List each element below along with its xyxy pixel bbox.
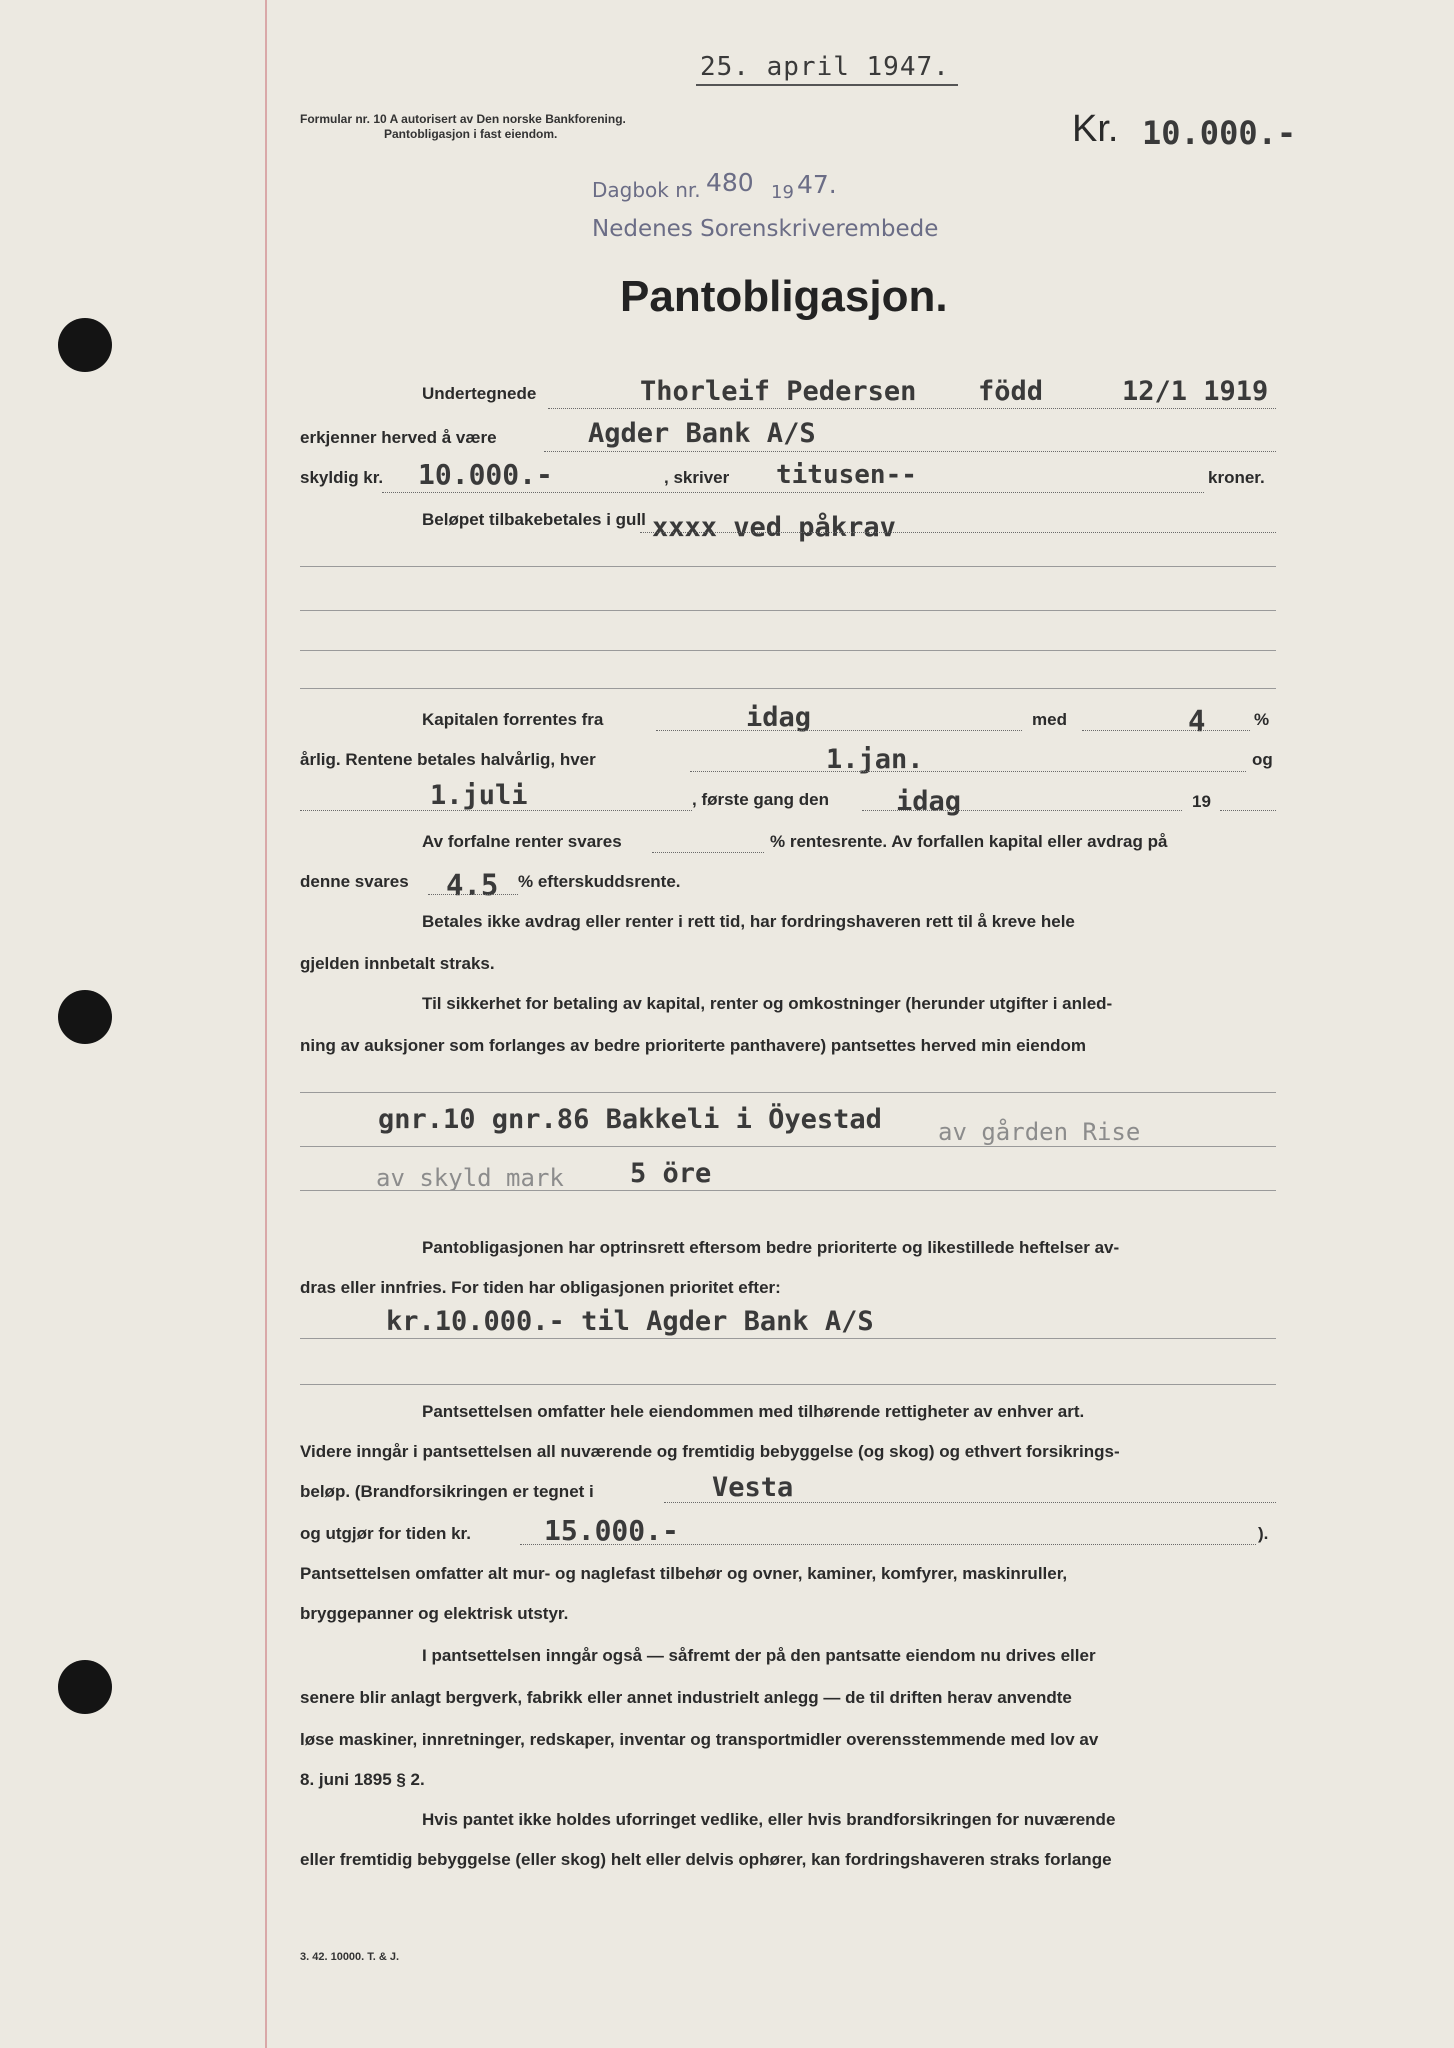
blank-line-1 <box>300 566 1276 567</box>
stamp-year-prefix: 19 <box>771 182 794 203</box>
line-rentesrente <box>652 852 764 853</box>
skriver-label: , skriver <box>664 468 730 487</box>
og-label: og <box>1252 750 1273 769</box>
late-interest-rate: 4.5 <box>446 868 499 902</box>
punch-hole-middle <box>58 990 112 1044</box>
hvis-line-2: eller fremtidig bebyggelse (eller skog) helt eller delvis ophører, kan fordringshaveren straks forlange <box>300 1850 1112 1869</box>
form-note-2: Pantobligasjon i fast eiendom. <box>384 127 558 141</box>
punch-hole-top <box>58 318 112 372</box>
optrinsrett-line-2: dras eller innfries. For tiden har obligasjonen prioritet efter: <box>300 1278 781 1297</box>
med-label: med <box>1032 710 1067 729</box>
utgjor-label: og utgjør for tiden kr. <box>300 1524 471 1543</box>
blank-line-4 <box>300 688 1276 689</box>
line-utgjor <box>520 1544 1256 1545</box>
line-year <box>1220 810 1276 811</box>
prior-encumbrance: kr.10.000.- til Agder Bank A/S <box>386 1306 874 1337</box>
interest-rate: 4 <box>1188 704 1206 738</box>
hvis-line-1: Hvis pantet ikke holdes uforringet vedlike, eller hvis brandforsikringen for nuværende <box>422 1810 1116 1829</box>
percent-sign: % <box>1254 710 1270 729</box>
amount-in-words: titusen-- <box>776 460 917 490</box>
undertegnede-label: Undertegnede <box>422 384 537 403</box>
born-label: född <box>978 376 1044 407</box>
property-line-2 <box>300 1190 1276 1191</box>
optrinsrett-line-1: Pantobligasjonen har optrinsrett eftersom bedre prioriterte og likestillede heftelser av- <box>422 1238 1120 1257</box>
forste-label: , første gang den <box>692 790 829 809</box>
prioritet-line-2 <box>300 1384 1276 1385</box>
prioritet-line-1 <box>300 1338 1276 1339</box>
etterskudd-label: % efterskuddsrente. <box>518 872 681 891</box>
interest-from: idag <box>746 702 812 733</box>
property-skyld-value: 5 öre <box>630 1158 712 1189</box>
line-insurer <box>664 1502 1276 1503</box>
skyldig-label: skyldig kr. <box>300 468 384 487</box>
belop-label: Beløpet tilbakebetales i gull <box>422 510 646 529</box>
betales-line-1: Betales ikke avdrag eller renter i rett tid, har fordringshaveren rett til å kreve hele <box>422 912 1075 931</box>
property-line-0 <box>300 1092 1276 1093</box>
property-farm: av gården Rise <box>938 1118 1141 1146</box>
tilbehor-line-2: bryggepanner og elektrisk utstyr. <box>300 1604 569 1623</box>
line-belop <box>640 532 1276 533</box>
kapital-label: Kapitalen forrentes fra <box>422 710 604 729</box>
punch-hole-bottom <box>58 1660 112 1714</box>
payment-date-2: 1.juli <box>430 780 528 811</box>
creditor-name: Agder Bank A/S <box>588 418 816 449</box>
amount-value: 10.000.- <box>1142 114 1297 152</box>
inngar-line-1: I pantsettelsen inngår også — såfremt der på den pantsatte eiendom nu drives eller <box>422 1646 1096 1665</box>
line-skyldig <box>382 492 1204 493</box>
line-kapital <box>656 730 1022 731</box>
stamp-dagbok-number: 480 <box>706 168 754 197</box>
line-undertegnede <box>548 408 1276 409</box>
property-line-1 <box>300 1146 1276 1147</box>
sikkerhet-line-1: Til sikkerhet for betaling av kapital, renter og omkostninger (herunder utgifter i anled- <box>422 994 1113 1013</box>
inngar-line-2: senere blir anlagt bergverk, fabrikk eller annet industrielt anlegg — de til driften herav anvendte <box>300 1688 1072 1707</box>
close-paren: ). <box>1258 1524 1269 1543</box>
forfalne-label: Av forfalne renter svares <box>422 832 622 851</box>
omfatter-line-1: Pantsettelsen omfatter hele eiendommen med tilhørende rettigheter av enhver art. <box>422 1402 1085 1421</box>
kroner-label: kroner. <box>1208 468 1265 487</box>
arlig-label: årlig. Rentene betales halvårlig, hver <box>300 750 596 769</box>
year-prefix-19: 19 <box>1192 792 1211 811</box>
omfatter-line-2: Videre inngår i pantsettelsen all nuværende og fremtidig bebyggelse (og skog) og ethvert forsikrings- <box>300 1442 1120 1461</box>
property-skyld-label: av skyld mark <box>376 1164 564 1192</box>
line-date2 <box>300 810 692 811</box>
tilbehor-line-1: Pantsettelsen omfatter alt mur- og naglefast tilbehør og ovner, kaminer, komfyrer, maskinruller, <box>300 1564 1068 1583</box>
erkjenner-label: erkjenner herved å være <box>300 428 497 447</box>
forfalne-continued: % rentesrente. Av forfallen kapital eller avdrag på <box>770 832 1168 851</box>
betales-line-2: gjelden innbetalt straks. <box>300 954 495 973</box>
stamp-dagbok-label: Dagbok nr. <box>592 178 701 202</box>
skyldig-amount: 10.000.- <box>418 458 553 491</box>
payment-date-1: 1.jan. <box>826 744 924 775</box>
inngar-line-3: løse maskiner, innretninger, redskaper, inventar og transportmidler overensstemmende med lov av <box>300 1730 1099 1749</box>
stamp-year: 47. <box>797 170 837 199</box>
line-date1 <box>690 771 1246 772</box>
amount-prefix: Kr. <box>1072 108 1119 150</box>
property-description: gnr.10 gnr.86 Bakkeli i Öyestad <box>378 1104 882 1135</box>
red-margin-rule <box>265 0 267 2048</box>
print-code: 3. 42. 10000. T. & J. <box>300 1951 400 1963</box>
form-note-1: Formular nr. 10 A autorisert av Den norske Bankforening. <box>300 112 626 126</box>
line-first <box>862 810 1182 811</box>
first-payment: idag <box>896 786 962 817</box>
birth-date: 12/1 1919 <box>1122 376 1269 407</box>
stamp-office: Nedenes Sorenskriverembede <box>592 216 939 242</box>
line-rate <box>1082 730 1250 731</box>
inngar-line-4: 8. juni 1895 § 2. <box>300 1770 425 1789</box>
omfatter-line-3: beløp. (Brandforsikringen er tegnet i <box>300 1482 594 1501</box>
date-underline <box>696 84 958 86</box>
insurance-company: Vesta <box>712 1472 794 1503</box>
blank-line-3 <box>300 650 1276 651</box>
blank-line-2 <box>300 610 1276 611</box>
document-date: 25. april 1947. <box>700 52 950 82</box>
insurance-amount: 15.000.- <box>544 1514 679 1547</box>
debtor-name: Thorleif Pedersen <box>640 376 917 407</box>
denne-label: denne svares <box>300 872 409 891</box>
document-title: Pantobligasjon. <box>620 272 948 321</box>
line-denne <box>428 894 518 895</box>
sikkerhet-line-2: ning av auksjoner som forlanges av bedre prioriterte panthavere) pantsettes herved min eiendom <box>300 1036 1087 1055</box>
repayment-terms: xxxx ved påkrav <box>652 512 896 543</box>
line-erkjenner <box>544 451 1276 452</box>
